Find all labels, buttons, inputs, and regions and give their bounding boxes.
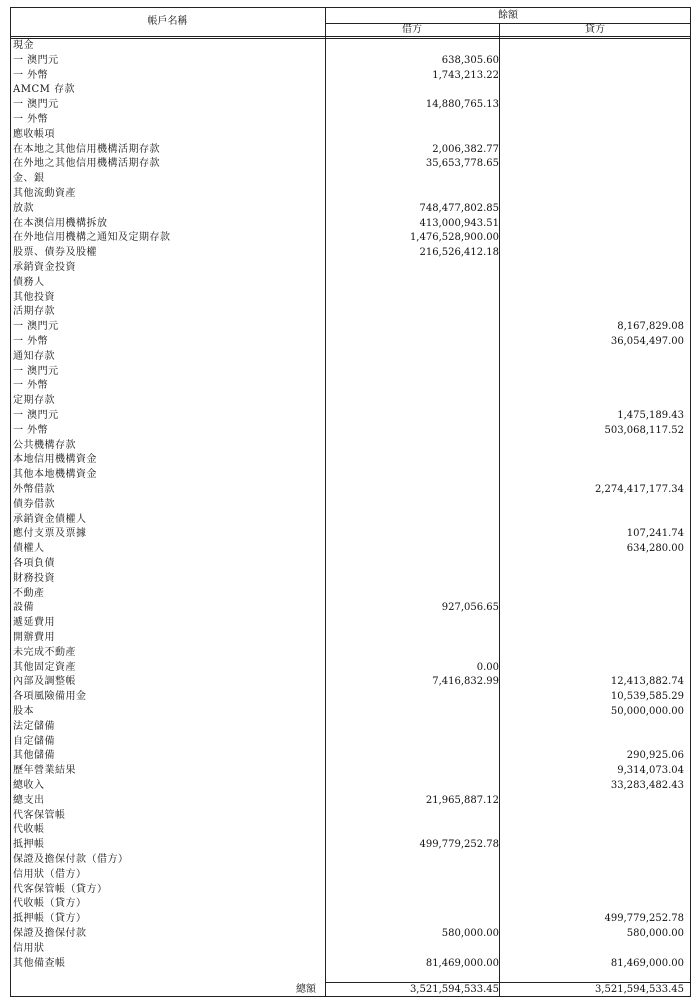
account-name: 信用狀（借方） xyxy=(13,868,87,880)
table-row xyxy=(10,808,691,823)
account-name: 外幣借款 xyxy=(13,484,55,495)
account-name: 自定儲備 xyxy=(13,735,55,747)
table-row xyxy=(10,171,691,186)
account-name: 債權人 xyxy=(13,543,45,555)
table-row xyxy=(10,438,691,453)
account-name: 法定儲備 xyxy=(13,720,55,732)
table-row xyxy=(10,201,691,216)
table-row xyxy=(10,645,691,660)
account-name: 一 外幣 xyxy=(13,424,49,436)
balance-header: 餘額 xyxy=(498,10,518,21)
table-row xyxy=(10,364,691,379)
debit-amount: 638,305.60 xyxy=(441,54,499,66)
account-name: 保證及擔保付款 xyxy=(13,928,87,939)
credit-amount: 634,280.00 xyxy=(626,543,684,555)
account-name: 其他備查帳 xyxy=(13,957,66,969)
debit-amount: 21,965,887.12 xyxy=(425,794,499,806)
table-row xyxy=(10,230,691,245)
credit-amount: 9,314,073.04 xyxy=(617,765,684,777)
debit-amount: 748,477,802.85 xyxy=(419,202,499,214)
account-name: 其他流動資產 xyxy=(13,188,76,199)
account-name: 設備 xyxy=(13,602,34,614)
table-top-border xyxy=(10,7,691,8)
credit-amount: 290,925.06 xyxy=(626,750,684,762)
account-name: 股本 xyxy=(13,706,34,717)
table-row xyxy=(10,763,691,778)
table-row xyxy=(10,837,691,852)
account-name: 開辦費用 xyxy=(13,632,55,643)
account-name: 一 澳門元 xyxy=(13,365,59,377)
account-name: 代收帳（貸方） xyxy=(13,898,87,910)
account-name: 抵押帳 xyxy=(13,839,45,851)
account-name: 在外地信用機構之通知及定期存款 xyxy=(13,232,171,244)
table-row xyxy=(10,304,691,319)
account-name: 代收帳 xyxy=(13,824,45,836)
account-name: 債務人 xyxy=(13,276,45,288)
account-name: 保證及擔保付款（借方） xyxy=(13,854,129,865)
debit-amount: 2,006,382.77 xyxy=(432,143,499,155)
account-name-header: 帳戶名稱 xyxy=(147,16,188,27)
account-name: 其他本地機構資金 xyxy=(13,469,97,481)
table-row xyxy=(10,142,691,157)
debit-amount: 413,000,943.51 xyxy=(419,217,499,229)
table-row xyxy=(10,112,691,127)
table-row xyxy=(10,68,691,83)
debit-amount: 81,469,000.00 xyxy=(425,957,499,969)
table-row xyxy=(10,260,691,275)
credit-header: 貸方 xyxy=(585,24,605,35)
table-row xyxy=(10,452,691,467)
account-name: 承銷資金債權人 xyxy=(13,513,87,525)
credit-amount: 81,469,000.00 xyxy=(610,957,684,969)
account-name: 股票、債券及股權 xyxy=(13,247,97,259)
table-row xyxy=(10,290,691,305)
credit-amount: 8,167,829.08 xyxy=(617,321,684,333)
table-row xyxy=(10,349,691,364)
table-row xyxy=(10,216,691,231)
credit-amount: 580,000.00 xyxy=(626,928,684,939)
table-row xyxy=(10,778,691,793)
debit-amount: 7,416,832.99 xyxy=(432,676,499,688)
account-name: 財務投資 xyxy=(13,572,55,584)
account-name: 總支出 xyxy=(13,794,45,806)
credit-amount: 1,475,189.43 xyxy=(617,410,684,421)
account-name: 一 澳門元 xyxy=(13,54,59,66)
table-row xyxy=(10,852,691,867)
table-row xyxy=(10,82,691,97)
account-name: 其他儲備 xyxy=(13,750,55,762)
account-name: 一 外幣 xyxy=(13,69,49,81)
credit-amount: 107,241.74 xyxy=(626,528,684,540)
debit-amount: 35,653,778.65 xyxy=(425,158,499,170)
table-row xyxy=(10,245,691,260)
account-name: 信用狀 xyxy=(13,942,45,954)
account-name: 未完成不動產 xyxy=(13,646,76,658)
account-name: 總收入 xyxy=(13,780,45,791)
account-name: 不動產 xyxy=(13,587,45,599)
account-name: 一 澳門元 xyxy=(13,321,59,333)
table-row xyxy=(10,689,691,704)
debit-amount: 216,526,412.18 xyxy=(419,247,499,259)
table-row xyxy=(10,704,691,719)
table-row xyxy=(10,482,691,497)
account-name: 應收帳項 xyxy=(13,128,55,140)
total-credit: 3,521,594,533.45 xyxy=(594,984,684,995)
account-name: 各項風險備用金 xyxy=(13,691,87,703)
table-row xyxy=(10,497,691,512)
debit-amount: 0.00 xyxy=(476,661,499,673)
table-row xyxy=(10,734,691,749)
credit-amount: 10,539,585.29 xyxy=(610,691,684,703)
table-row xyxy=(10,941,691,956)
account-name: 應付支票及票據 xyxy=(13,528,87,540)
table-row xyxy=(10,674,691,689)
table-row xyxy=(10,467,691,482)
account-name: 通知存款 xyxy=(13,350,55,362)
account-name: 在外地之其他信用機構活期存款 xyxy=(13,158,160,170)
table-row xyxy=(10,97,691,112)
table-row xyxy=(10,378,691,393)
debit-amount: 580,000.00 xyxy=(441,928,499,939)
account-name: 現金 xyxy=(13,40,34,51)
account-name: 放款 xyxy=(13,202,34,214)
credit-amount: 12,413,882.74 xyxy=(610,676,684,688)
table-row xyxy=(10,926,691,941)
debit-amount: 1,476,528,900.00 xyxy=(409,232,499,244)
table-row xyxy=(10,408,691,423)
table-row xyxy=(10,156,691,171)
table-row xyxy=(10,615,691,630)
table-row xyxy=(10,541,691,556)
header-bottom-divider xyxy=(10,36,691,37)
total-debit: 3,521,594,533.45 xyxy=(409,984,499,995)
account-name: 在本澳信用機構拆放 xyxy=(13,217,108,229)
table-row xyxy=(10,275,691,290)
account-name: 其他投資 xyxy=(13,291,55,303)
account-name: 代客保管帳 xyxy=(13,809,66,821)
debit-amount: 927,056.65 xyxy=(441,602,499,614)
credit-amount: 33,283,482.43 xyxy=(610,780,684,791)
table-row xyxy=(10,586,691,601)
table-bottom-border xyxy=(10,996,691,997)
account-name: 金、銀 xyxy=(13,173,45,185)
table-row xyxy=(10,526,691,541)
account-name: 一 外幣 xyxy=(13,380,49,392)
credit-amount: 36,054,497.00 xyxy=(610,336,684,347)
account-name: 一 澳門元 xyxy=(13,410,59,421)
table-row xyxy=(10,956,691,971)
table-row xyxy=(10,186,691,201)
table-row xyxy=(10,127,691,142)
table-row xyxy=(10,600,691,615)
account-name: 遞延費用 xyxy=(13,617,55,629)
credit-amount: 503,068,117.52 xyxy=(604,424,684,436)
account-name: 一 外幣 xyxy=(13,336,49,347)
account-name: 本地信用機構資金 xyxy=(13,454,97,466)
account-name: 承銷資金投資 xyxy=(13,262,76,273)
table-row xyxy=(10,882,691,897)
table-row xyxy=(10,334,691,349)
account-name: 一 外幣 xyxy=(13,114,49,125)
table-row xyxy=(10,660,691,675)
account-name: AMCM 存款 xyxy=(13,84,76,96)
table-row xyxy=(10,571,691,586)
account-name: 歷年營業結果 xyxy=(13,765,76,777)
account-name: 定期存款 xyxy=(13,395,55,407)
total-label: 總額 xyxy=(296,984,316,995)
account-name: 內部及調整帳 xyxy=(13,676,76,688)
account-name: 一 澳門元 xyxy=(13,99,59,111)
account-name: 在本地之其他信用機構活期存款 xyxy=(13,143,160,155)
table-row xyxy=(10,423,691,438)
account-name: 活期存款 xyxy=(13,306,55,318)
table-row xyxy=(10,38,691,53)
account-name: 代客保管帳（貸方） xyxy=(13,883,108,895)
trial-balance-table xyxy=(10,7,691,997)
debit-header: 借方 xyxy=(402,24,422,35)
table-row xyxy=(10,393,691,408)
table-row xyxy=(10,53,691,68)
credit-amount: 50,000,000.00 xyxy=(610,706,684,717)
table-row xyxy=(10,911,691,926)
debit-amount: 499,779,252.78 xyxy=(419,839,499,851)
credit-amount: 2,274,417,177.34 xyxy=(594,484,684,495)
credit-amount: 499,779,252.78 xyxy=(604,913,684,925)
table-row xyxy=(10,793,691,808)
table-row xyxy=(10,719,691,734)
account-name: 其他固定資產 xyxy=(13,661,76,673)
debit-amount: 1,743,213.22 xyxy=(432,69,499,81)
account-name: 公共機構存款 xyxy=(13,439,76,451)
account-name: 各項負債 xyxy=(13,558,55,569)
debit-amount: 14,880,765.13 xyxy=(425,99,499,111)
account-name: 抵押帳（貸方） xyxy=(13,913,87,925)
table-row xyxy=(10,896,691,911)
table-row xyxy=(10,748,691,763)
table-row xyxy=(10,556,691,571)
table-row xyxy=(10,822,691,837)
table-row xyxy=(10,319,691,334)
table-row xyxy=(10,630,691,645)
table-row xyxy=(10,512,691,527)
account-name: 債券借款 xyxy=(13,498,55,510)
table-row xyxy=(10,867,691,882)
